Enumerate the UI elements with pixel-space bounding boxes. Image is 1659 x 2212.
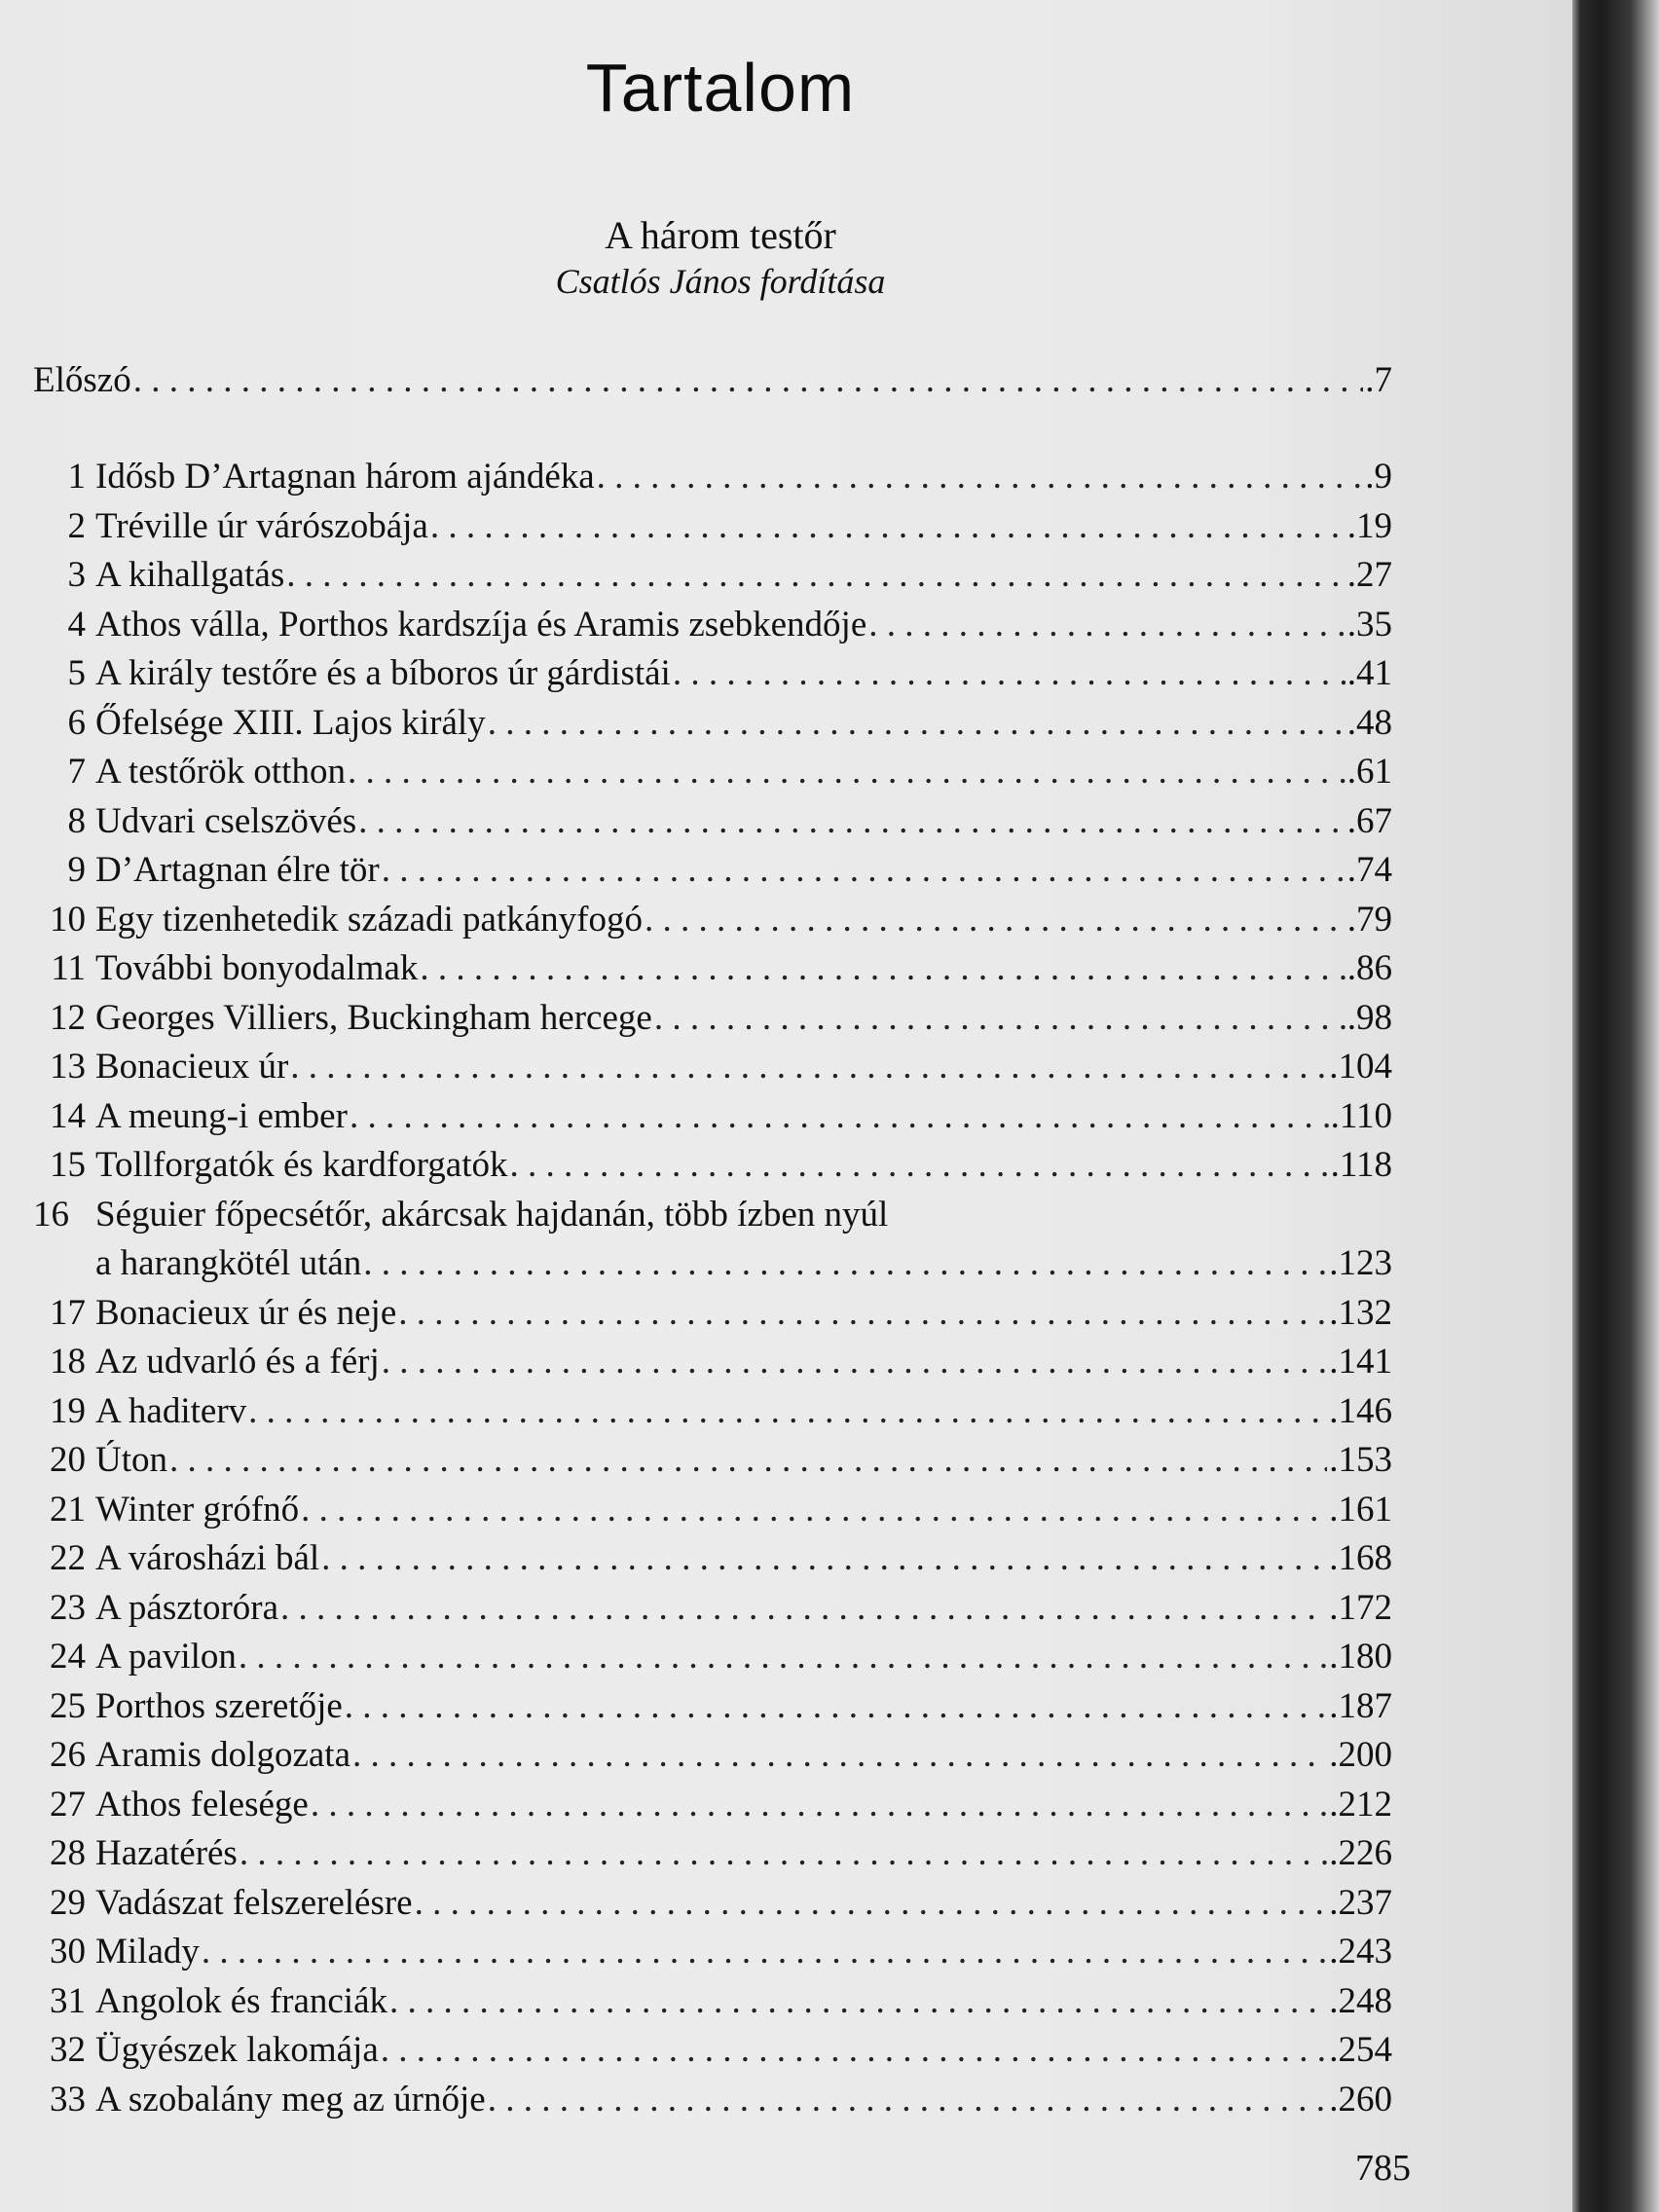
- toc-entry-chapter-27: [33, 1783, 1392, 1827]
- chapter-number: 19: [50, 1390, 86, 1431]
- chapter-page: .243: [1329, 1932, 1392, 1972]
- chapter-title: Milady: [95, 1932, 200, 1972]
- toc-entry-chapter-14: [33, 1094, 1392, 1139]
- toc-entry-chapter-5: [33, 651, 1392, 696]
- toc-entry-chapter-23: [33, 1586, 1392, 1631]
- chapter-number: 6: [67, 702, 86, 743]
- leader-dots: [389, 1979, 1327, 2024]
- toc-entry-chapter-19: [33, 1389, 1392, 1434]
- chapter-number: 11: [51, 948, 86, 988]
- chapter-number: 14: [50, 1095, 86, 1136]
- chapter-number: 9: [67, 850, 86, 890]
- chapter-number: 22: [50, 1538, 86, 1578]
- chapter-page: .226: [1329, 1833, 1392, 1873]
- toc-entry-chapter-24: [33, 1635, 1392, 1679]
- chapter-number: 17: [50, 1292, 86, 1333]
- chapter-number: 20: [50, 1440, 86, 1480]
- chapter-number: 30: [50, 1932, 86, 1972]
- leader-dots: [382, 1340, 1327, 1384]
- toc-entry-chapter-17: [33, 1291, 1392, 1336]
- chapter-page: .254: [1329, 2030, 1392, 2070]
- chapter-number: 23: [50, 1587, 86, 1628]
- chapter-number: 4: [67, 604, 86, 645]
- chapter-number: 10: [50, 899, 86, 940]
- chapter-number: 24: [50, 1637, 86, 1677]
- chapter-page: .248: [1329, 1980, 1392, 2021]
- toc-entry-chapter-2: [33, 504, 1392, 549]
- chapter-number: 25: [50, 1685, 86, 1726]
- toc-entry-chapter-22: [33, 1536, 1392, 1581]
- chapter-page: .123: [1329, 1243, 1392, 1283]
- chapter-page: .104: [1329, 1047, 1392, 1087]
- chapter-number: 12: [50, 997, 86, 1038]
- chapter-title: A szobalány meg az úrnője: [95, 2079, 486, 2120]
- toc-entry-chapter-21: [33, 1488, 1392, 1532]
- leader-dots: [280, 1586, 1327, 1631]
- leader-dots: [488, 701, 1346, 746]
- chapter-title: Udvari cselszövés: [95, 800, 357, 841]
- chapter-page: .41: [1346, 653, 1392, 693]
- chapter-page: .9: [1365, 457, 1392, 497]
- chapter-title: Georges Villiers, Buckingham hercege: [95, 997, 652, 1038]
- chapter-title: Aramis dolgozata: [95, 1735, 350, 1775]
- chapter-title: Tréville úr várószobája: [95, 505, 428, 546]
- chapter-title: D’Artagnan élre tör: [95, 850, 380, 890]
- chapter-page: .153: [1329, 1440, 1392, 1480]
- chapter-page: .118: [1330, 1145, 1392, 1185]
- chapter-title: Séguier főpecsétőr, akárcsak hajdanán, több ízben nyúl: [95, 1194, 889, 1235]
- leader-dots: [415, 1881, 1328, 1926]
- chapter-number: 29: [50, 1882, 86, 1923]
- translator-credit: Csatlós János fordítása: [555, 262, 886, 301]
- chapter-title: A testőrök otthon: [95, 752, 346, 792]
- chapter-title: Hazatérés: [95, 1833, 238, 1873]
- chapter-title: Bonacieux úr: [95, 1047, 289, 1087]
- toc-entry-chapter-16: [33, 1193, 1392, 1237]
- leader-dots: [382, 848, 1346, 893]
- chapter-page: .146: [1329, 1390, 1392, 1431]
- page-number: 785: [1355, 2148, 1411, 2189]
- chapter-number: 32: [50, 2030, 86, 2070]
- chapter-number: 7: [67, 752, 86, 792]
- chapter-number: 26: [50, 1735, 86, 1775]
- chapter-page: .35: [1346, 604, 1392, 645]
- chapter-number: 15: [50, 1145, 86, 1185]
- leader-dots: [133, 358, 1364, 403]
- chapter-number: 33: [50, 2079, 86, 2120]
- chapter-title: Porthos szeretője: [95, 1685, 343, 1726]
- chapter-page: .79: [1346, 899, 1392, 940]
- leader-dots: [290, 1045, 1327, 1089]
- chapter-title: Tollforgatók és kardforgatók: [95, 1145, 508, 1185]
- leader-dots: [239, 1635, 1327, 1679]
- leader-dots: [381, 2028, 1328, 2073]
- chapter-page: .67: [1346, 800, 1392, 841]
- leader-dots: [348, 750, 1346, 794]
- toc-entry-chapter-15: [33, 1143, 1392, 1188]
- chapter-page: .212: [1329, 1784, 1392, 1825]
- chapter-title: Athos válla, Porthos kardszíja és Aramis zsebkendője: [95, 604, 867, 645]
- chapter-page: .237: [1329, 1882, 1392, 1923]
- chapter-page: .187: [1329, 1685, 1392, 1726]
- chapter-number: 2: [67, 505, 86, 546]
- toc-entry-label: Előszó: [33, 360, 131, 400]
- chapter-title: Egy tizenhetedik századi patkányfogó: [95, 899, 643, 940]
- chapter-page: .161: [1329, 1489, 1392, 1530]
- chapter-page: .86: [1346, 948, 1392, 988]
- toc-entry-chapter-16-continued: [33, 1241, 1392, 1286]
- leader-dots: [645, 898, 1346, 942]
- chapter-title: Idősb D’Artagnan három ajándéka: [95, 457, 595, 497]
- chapter-number: 13: [50, 1047, 86, 1087]
- leader-dots: [286, 553, 1346, 598]
- leader-dots: [301, 1488, 1327, 1532]
- toc-entry-chapter-20: [33, 1438, 1392, 1483]
- chapter-title: Athos felesége: [95, 1784, 309, 1825]
- toc-entry-chapter-13: [33, 1045, 1392, 1089]
- chapter-number: 28: [50, 1833, 86, 1873]
- leader-dots: [248, 1389, 1327, 1434]
- chapter-number: 16: [33, 1194, 69, 1235]
- chapter-title: Az udvarló és a férj: [95, 1342, 380, 1382]
- toc-entry-chapter-10: [33, 898, 1392, 942]
- book-title: A három testőr: [605, 213, 836, 257]
- toc-entry-chapter-8: [33, 799, 1392, 844]
- leader-dots: [420, 946, 1345, 991]
- leader-dots: [345, 1684, 1327, 1729]
- chapter-title: Winter grófnő: [95, 1489, 300, 1530]
- leader-dots: [398, 1291, 1327, 1336]
- chapter-title: Angolok és franciák: [95, 1980, 388, 2021]
- toc-entry-chapter-25: [33, 1684, 1392, 1729]
- chapter-page: .141: [1329, 1342, 1392, 1382]
- toc-entry-chapter-26: [33, 1733, 1392, 1778]
- chapter-page: .172: [1329, 1587, 1392, 1628]
- chapter-title: A városházi bál: [95, 1538, 320, 1578]
- toc-entry-chapter-3: [33, 553, 1392, 598]
- leader-dots: [673, 651, 1346, 696]
- toc-entry-chapter-9: [33, 848, 1392, 893]
- page-title: Tartalom: [585, 50, 856, 126]
- chapter-number: 8: [67, 800, 86, 841]
- chapter-title: A király testőre és a bíboros úr gárdistái: [95, 653, 671, 693]
- toc-entry-chapter-28: [33, 1831, 1392, 1876]
- toc-entry-chapter-4: [33, 603, 1392, 647]
- leader-dots: [321, 1536, 1327, 1581]
- leader-dots: [510, 1143, 1329, 1188]
- toc-entry-chapter-29: [33, 1881, 1392, 1926]
- chapter-page: .180: [1329, 1637, 1392, 1677]
- chapter-title: További bonyodalmak: [95, 948, 419, 988]
- toc-entry-chapter-12: [33, 996, 1392, 1041]
- leader-dots: [240, 1831, 1327, 1876]
- chapter-page: .61: [1346, 752, 1392, 792]
- leader-dots: [352, 1733, 1327, 1778]
- leader-dots: [654, 996, 1346, 1041]
- toc-entry-chapter-33: [33, 2078, 1392, 2122]
- chapter-page: .260: [1329, 2079, 1392, 2120]
- toc-entry-page: .7: [1365, 360, 1392, 400]
- chapter-page: .27: [1346, 555, 1392, 595]
- chapter-number: 21: [50, 1489, 86, 1530]
- chapter-title: Őfelsége XIII. Lajos király: [95, 702, 486, 743]
- chapter-page: .48: [1346, 702, 1392, 743]
- toc-entry-chapter-7: [33, 750, 1392, 794]
- chapter-page: .110: [1330, 1095, 1392, 1136]
- toc-entry-chapter-31: [33, 1979, 1392, 2024]
- chapter-title: Ügyészek lakomája: [95, 2030, 379, 2070]
- leader-dots: [169, 1438, 1327, 1483]
- chapter-title: Úton: [95, 1440, 167, 1480]
- chapter-title: A meung-i ember: [95, 1095, 348, 1136]
- toc-entry-chapter-30: [33, 1930, 1392, 1974]
- leader-dots: [311, 1783, 1327, 1827]
- leader-dots: [358, 799, 1346, 844]
- chapter-number: 18: [50, 1342, 86, 1382]
- toc-entry-chapter-6: [33, 701, 1392, 746]
- chapter-number: 27: [50, 1784, 86, 1825]
- toc-entry-chapter-1: [33, 455, 1392, 499]
- leader-dots: [488, 2078, 1328, 2122]
- chapter-number: 1: [67, 457, 86, 497]
- book-spine-edge: [1572, 0, 1659, 2212]
- chapter-title: A kihallgatás: [95, 555, 285, 595]
- chapter-page: .132: [1329, 1292, 1392, 1333]
- chapter-title-continued: a harangkötél után: [95, 1243, 362, 1283]
- chapter-title: Bonacieux úr és neje: [95, 1292, 397, 1333]
- toc-entry-preface: [33, 358, 1392, 403]
- chapter-title: A pavilon: [95, 1637, 237, 1677]
- chapter-number: 5: [67, 653, 86, 693]
- leader-dots: [363, 1241, 1327, 1286]
- toc-entry-chapter-18: [33, 1340, 1392, 1384]
- chapter-page: .74: [1346, 850, 1392, 890]
- leader-dots: [202, 1930, 1327, 1974]
- chapter-page: .98: [1346, 997, 1392, 1038]
- leader-dots: [868, 603, 1346, 647]
- chapter-page: .19: [1346, 505, 1392, 546]
- chapter-page: .200: [1329, 1735, 1392, 1775]
- leader-dots: [350, 1094, 1329, 1139]
- leader-dots: [597, 455, 1364, 499]
- toc-entry-chapter-11: [33, 946, 1392, 991]
- toc-entry-chapter-32: [33, 2028, 1392, 2073]
- chapter-title: A haditerv: [95, 1390, 247, 1431]
- leader-dots: [430, 504, 1346, 549]
- chapter-number: 3: [67, 555, 86, 595]
- chapter-title: Vadászat felszerelésre: [95, 1882, 413, 1923]
- chapter-number: 31: [50, 1980, 86, 2021]
- chapter-page: .168: [1329, 1538, 1392, 1578]
- chapter-title: A pásztoróra: [95, 1587, 279, 1628]
